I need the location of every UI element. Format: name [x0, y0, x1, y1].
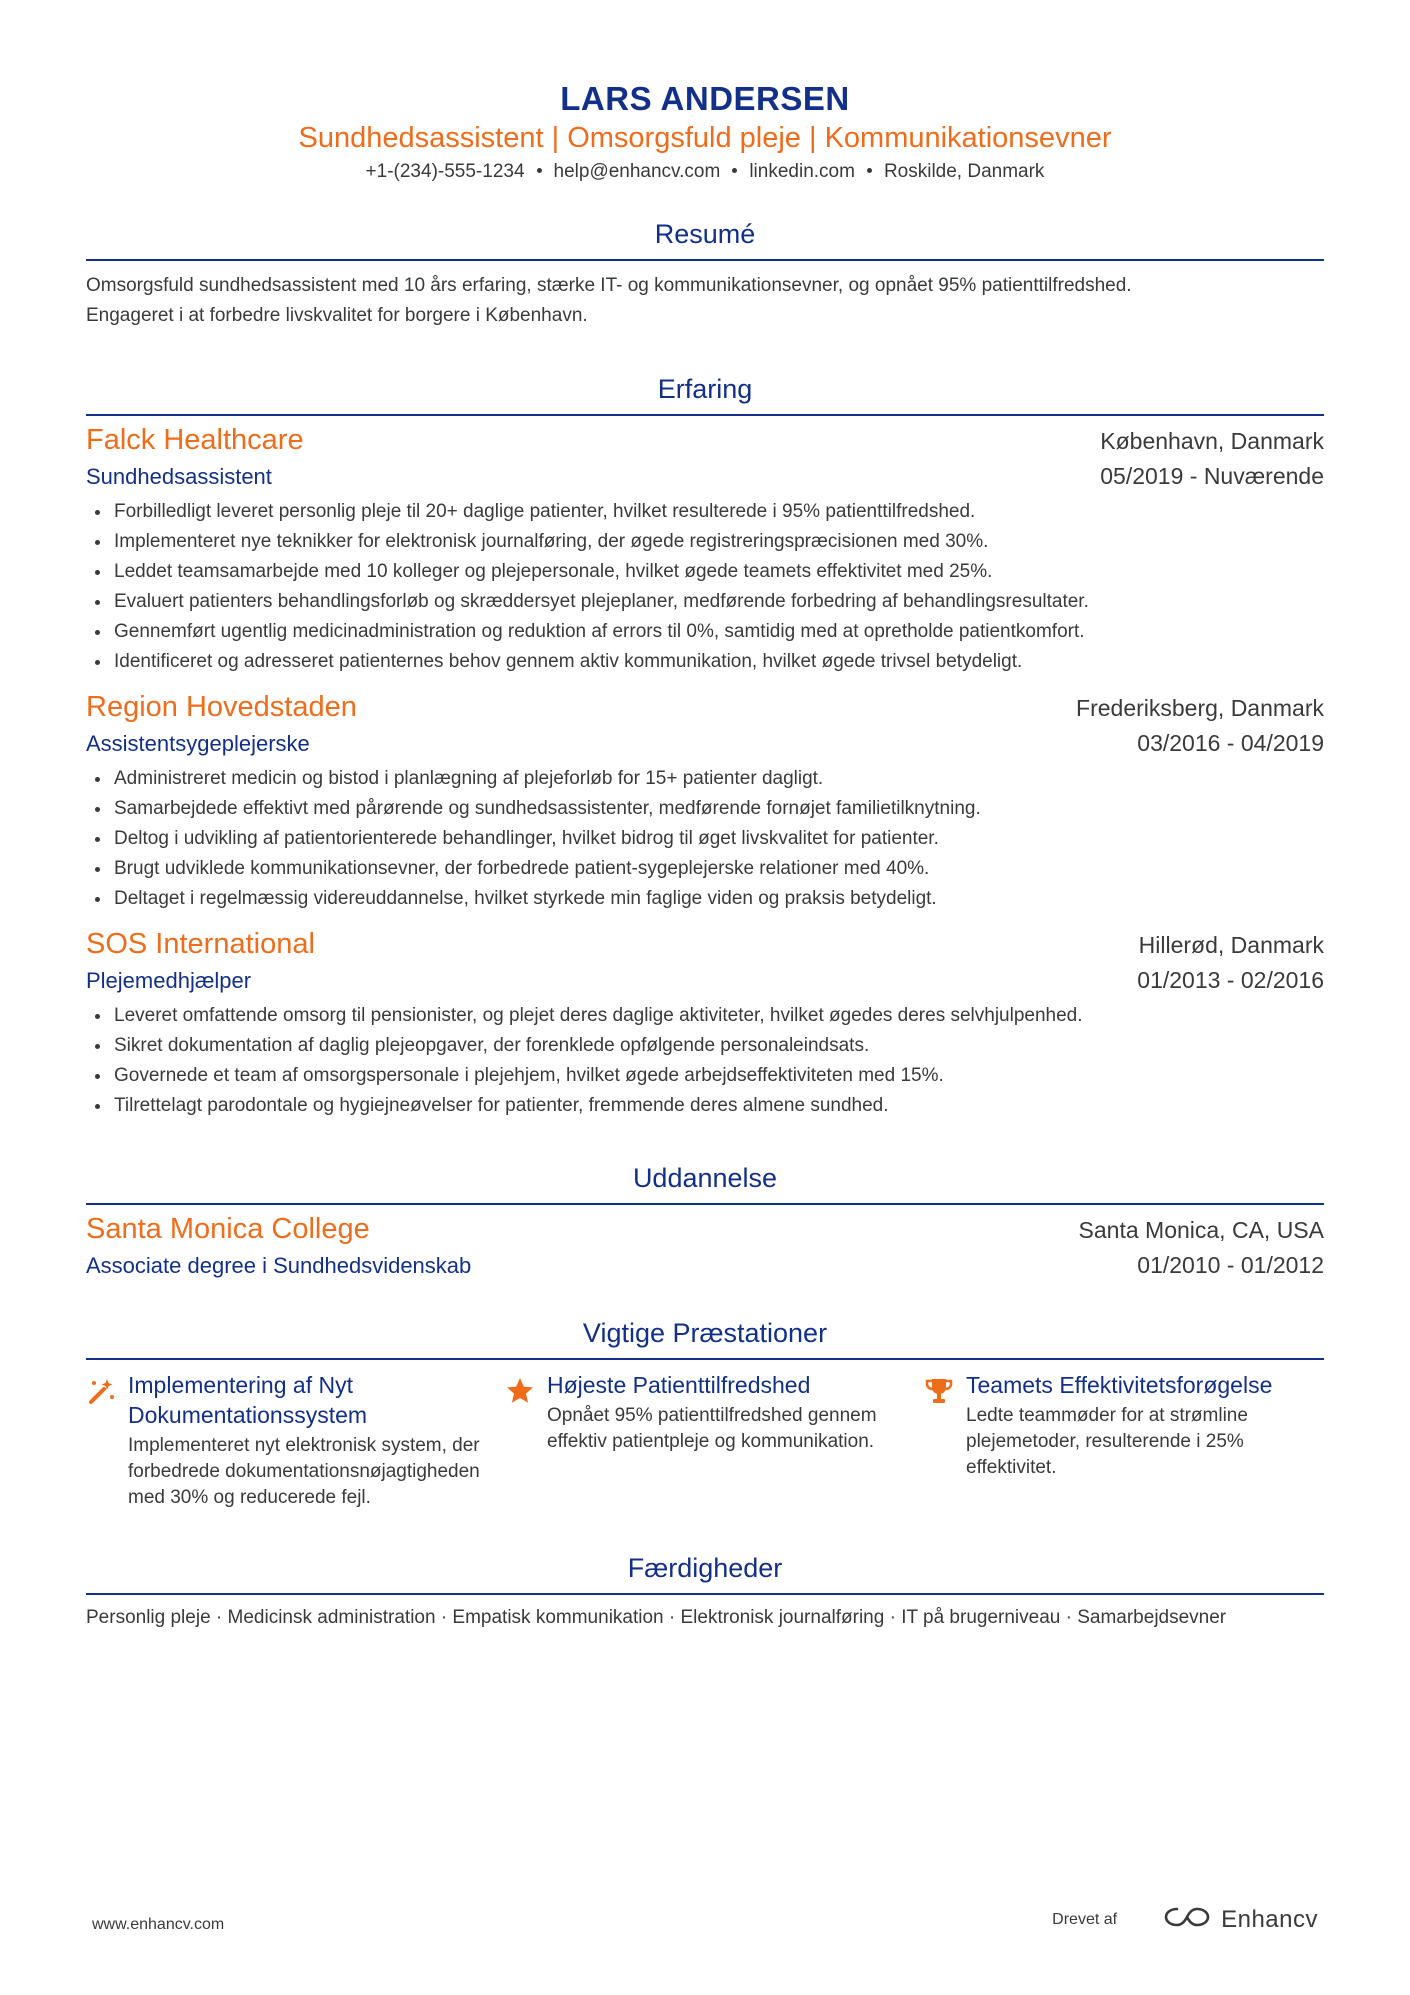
bullet-item: Leveret omfattende omsorg til pensionister, og plejet deres daglige aktiviteter, hvilket øgedes deres selvhjulpenhed. — [86, 1001, 1324, 1031]
experience-section — [86, 372, 1324, 1121]
section-title-skills: Færdigheder — [627, 1553, 783, 1583]
experience-entry — [86, 924, 1324, 1121]
achievement-item — [86, 1370, 486, 1511]
summary-section — [86, 217, 1324, 331]
company-name: Falck Healthcare — [86, 424, 304, 456]
bullet-item: Sikret dokumentation af daglig plejeopgaver, der forenklede opfølgende personaleindsats. — [86, 1031, 1324, 1061]
separator-dot — [537, 168, 542, 173]
bullet-item: Samarbejdede effektivt med pårørende og sundhedsassistenter, medførende fornøjet familietilknytning. — [86, 794, 1324, 824]
separator-dot — [867, 168, 872, 173]
section-divider — [86, 259, 1324, 261]
achievement-description: Implementeret nyt elektronisk system, der forbedrede dokumentationsnøjagtigheden med 30% og reducerede fejl. — [128, 1435, 480, 1508]
bullet-item: Forbilledligt leveret personlig pleje til 20+ daglige patienter, hvilket resulterede i 95% patienttilfredshed. — [86, 497, 1324, 527]
company-name: Region Hovedstaden — [86, 691, 357, 723]
job-dates: 05/2019 - Nuværende — [1100, 463, 1324, 489]
education-dates: 01/2010 - 01/2012 — [1137, 1252, 1324, 1278]
bullet-item: Leddet teamsamarbejde med 10 kolleger og plejepersonale, hvilket øgede teamets effektivitet med 25%. — [86, 557, 1324, 587]
skills-section — [86, 1551, 1324, 1631]
job-location: Frederiksberg, Danmark — [1076, 695, 1324, 721]
separator-dot — [732, 168, 737, 173]
company-name: SOS International — [86, 928, 315, 960]
job-bullets — [86, 1001, 1324, 1121]
brand-name: Enhancv — [1221, 1905, 1318, 1933]
job-role: Sundhedsassistent — [86, 464, 272, 489]
section-divider — [86, 1203, 1324, 1205]
resume-header — [86, 80, 1324, 187]
job-dates: 01/2013 - 02/2016 — [1137, 967, 1324, 993]
achievements-section — [86, 1316, 1324, 1511]
section-title-education: Uddannelse — [632, 1163, 778, 1193]
bullet-item: Deltog i udvikling af patientorienterede behandlinger, hvilket bidrog til øget livskvalitet for patienter. — [86, 824, 1324, 854]
location: Roskilde, Danmark — [883, 161, 1045, 182]
bullet-item: Identificeret og adresseret patienternes behov gennem aktiv kommunikation, hvilket øgede trivsel betydeligt. — [86, 647, 1324, 677]
job-dates: 03/2016 - 04/2019 — [1137, 730, 1324, 756]
phone: +1-(234)-555-1234 — [365, 161, 525, 182]
section-title-achievements: Vigtige Præstationer — [582, 1318, 828, 1348]
achievement-item — [505, 1370, 905, 1511]
section-title-summary: Resumé — [654, 219, 756, 249]
bullet-item: Governede et team af omsorgspersonale i plejehjem, hvilket øgede arbejdseffektiviteten med 15%. — [86, 1061, 1324, 1091]
candidate-title: Sundhedsassistent | Omsorgsfuld pleje | Kommunikationsevner — [298, 122, 1112, 154]
bullet-item: Brugt udviklede kommunikationsevner, der forbedrede patient-sygeplejerske relationer med 40%. — [86, 854, 1324, 884]
candidate-name: LARS ANDERSEN — [560, 80, 850, 117]
achievements-list — [86, 1370, 1324, 1511]
section-title-experience: Erfaring — [657, 374, 753, 404]
achievement-description: Ledte teammøder for at strømline plejemetoder, resulterende i 25% effektivitet. — [966, 1405, 1248, 1478]
section-divider — [86, 1358, 1324, 1360]
section-divider — [86, 414, 1324, 416]
achievement-title: Teamets Effektivitetsforøgelse — [966, 1372, 1273, 1398]
skills-list: Personlig pleje · Medicinsk administration · Empatisk kommunikation · Elektronisk journalføring · IT på brugerniveau · Samarbejdsevner — [86, 1607, 1227, 1628]
summary-line: Omsorgsfuld sundhedsassistent med 10 års erfaring, stærke IT- og kommunikationsevner, og opnået 95% patienttilfredshed. — [86, 275, 1132, 296]
job-role: Assistentsygeplejerske — [86, 731, 310, 756]
bullet-item: Deltaget i regelmæssig videreuddannelse, hvilket styrkede min faglige viden og praksis betydeligt. — [86, 884, 1324, 914]
achievement-description: Opnået 95% patienttilfredshed gennem effektiv patientpleje og kommunikation. — [547, 1405, 877, 1452]
enhancv-logo-icon — [1163, 1904, 1211, 1935]
star-icon — [505, 1370, 547, 1511]
experience-entry — [86, 420, 1324, 677]
school-location: Santa Monica, CA, USA — [1078, 1217, 1324, 1243]
school-name: Santa Monica College — [86, 1213, 370, 1245]
summary-line: Engageret i at forbedre livskvalitet for borgere i København. — [86, 305, 588, 326]
bullet-item: Evaluert patienters behandlingsforløb og skræddersyet plejeplaner, medførende forbedring af behandlingsresultater. — [86, 587, 1324, 617]
bullet-item: Administreret medicin og bistod i planlægning af plejeforløb for 15+ patienter dagligt. — [86, 764, 1324, 794]
achievement-title: Implementering af Nyt Dokumentationssystem — [128, 1372, 368, 1428]
job-bullets — [86, 764, 1324, 914]
footer-branding — [1052, 1904, 1318, 1935]
bullet-item: Gennemført ugentlig medicinadministration og reduktion af errors til 0%, samtidig med at opretholde patientkomfort. — [86, 617, 1324, 647]
education-section — [86, 1161, 1324, 1282]
bullet-item: Tilrettelagt parodontale og hygiejneøvelser for patienter, fremmende deres almene sundhed. — [86, 1091, 1324, 1121]
email: help@enhancv.com — [553, 161, 721, 182]
section-divider — [86, 1593, 1324, 1595]
degree: Associate degree i Sundhedsvidenskab — [86, 1253, 472, 1278]
job-location: Hillerød, Danmark — [1138, 932, 1324, 958]
contact-line — [86, 157, 1324, 187]
experience-entry — [86, 687, 1324, 914]
trophy-icon — [924, 1370, 966, 1511]
magic-wand-icon — [86, 1370, 128, 1511]
job-role: Plejemedhjælper — [86, 968, 252, 993]
job-bullets — [86, 497, 1324, 677]
job-location: København, Danmark — [1100, 428, 1324, 454]
bullet-item: Implementeret nye teknikker for elektronisk journalføring, der øgede registreringspræcisionen med 30%. — [86, 527, 1324, 557]
powered-by-label: Drevet af — [1052, 1910, 1118, 1928]
achievement-title: Højeste Patienttilfredshed — [547, 1372, 811, 1398]
linkedin: linkedin.com — [749, 161, 855, 182]
footer-website[interactable]: www.enhancv.com — [92, 1916, 225, 1933]
achievement-item — [924, 1370, 1324, 1511]
